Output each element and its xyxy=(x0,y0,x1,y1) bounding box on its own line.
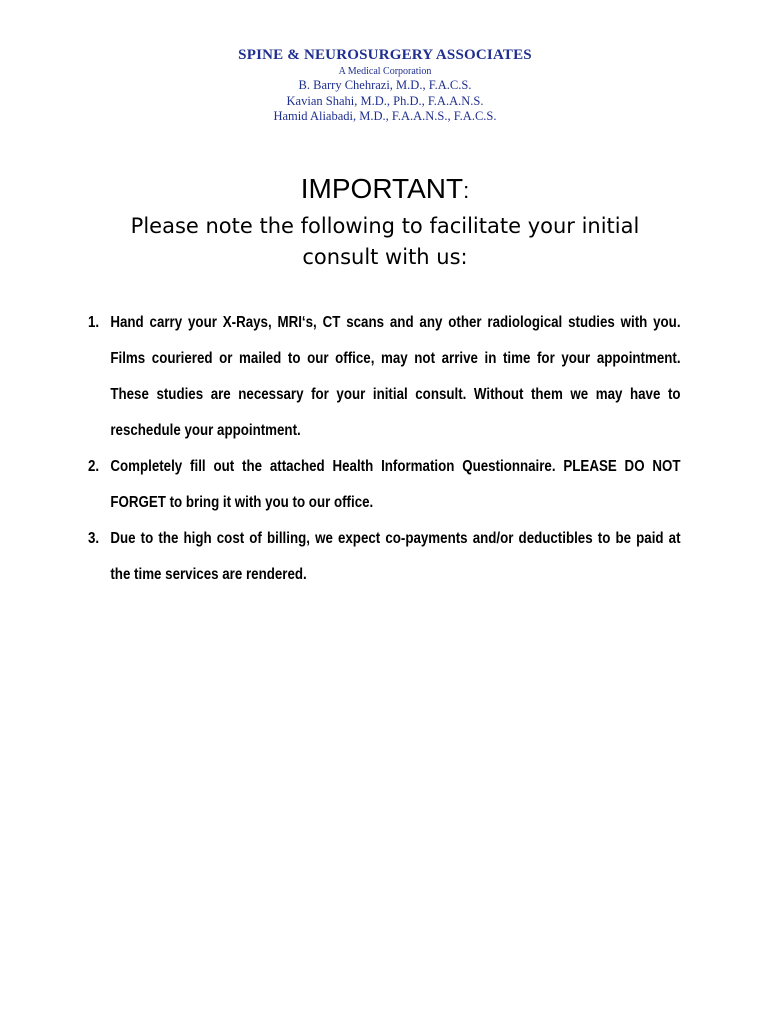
page-subtitle xyxy=(0,211,770,273)
item-text: Completely fill out the attached Health Information Questionnaire. PLEASE DO NOT FORGET to bring it with you to our office. xyxy=(110,458,681,511)
item-number: 2. xyxy=(88,458,100,475)
list-item xyxy=(88,305,681,449)
doctor-name: Hamid Aliabadi, M.D., F.A.A.N.S., F.A.C.S. xyxy=(273,109,497,123)
title-text: IMPORTANT xyxy=(300,173,464,204)
title-colon: : xyxy=(463,178,470,203)
corporation-label: A Medical Corporation xyxy=(338,66,432,77)
organization-name: SPINE & NEUROSURGERY ASSOCIATES xyxy=(238,47,532,63)
doctor-name: Kavian Shahi, M.D., Ph.D., F.A.A.N.S. xyxy=(286,93,484,108)
letterhead xyxy=(0,46,770,125)
instructions-list xyxy=(88,305,681,593)
item-text: Hand carry your X-Rays, MRI‘s, CT scans and any other radiological studies with you. Films couriered or mailed to our office, may not arrive in time for your appointment. These studies are necessary for your initial consult. Without them we may have to reschedule your appointment. xyxy=(110,314,681,439)
page-title xyxy=(0,172,770,208)
list-item xyxy=(88,521,681,593)
list-item xyxy=(88,449,681,521)
doctor-name: B. Barry Chehrazi, M.D., F.A.C.S. xyxy=(298,78,472,92)
item-text: Due to the high cost of billing, we expect co-payments and/or deductibles to be paid at the time services are rendered. xyxy=(110,530,681,583)
subtitle-line: consult with us: xyxy=(302,245,468,269)
subtitle-line: Please note the following to facilitate your initial xyxy=(130,214,640,238)
item-number: 3. xyxy=(88,530,100,547)
item-number: 1. xyxy=(88,314,100,331)
